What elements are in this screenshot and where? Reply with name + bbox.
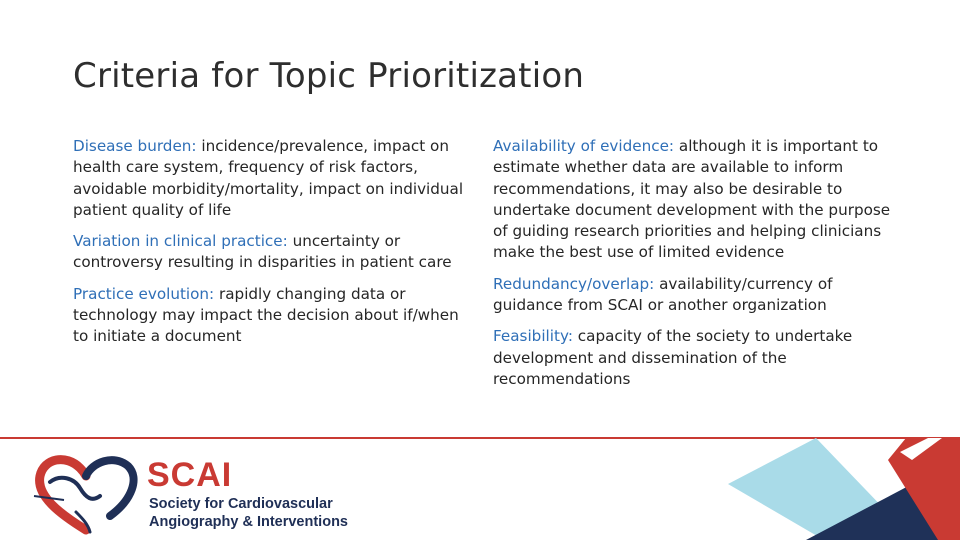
criterion-text: capacity of the society to undertake development and dissemination of the recommendations [493,327,853,388]
criterion-text: although it is important to estimate whether data are available to inform recommendations, it may also be desirable to undertake document development with the purpose of guiding research priorities and helping clinicians make the best use of limited evidence [493,137,891,262]
criterion-term: Feasibility: [493,327,573,346]
slide-title: Criteria for Topic Prioritization [73,56,585,96]
scai-logo [30,452,360,536]
logo-line-1: Society for Cardiovascular [149,496,333,512]
criterion-feasibility [493,326,893,390]
criterion-text: incidence/prevalence, impact on health care system, frequency of risk factors, avoidable morbidity/mortality, impact on individual patient quality of life [73,137,464,219]
criterion-term: Practice evolution: [73,284,215,303]
logo-line-2: Angiography & Interventions [149,514,348,530]
criterion-term: Disease burden: [73,137,197,155]
criterion-practice-evolution [73,284,473,348]
left-column [73,136,473,358]
heart-logo-icon [30,452,142,536]
criterion-text: availability/currency of guidance from SCAI or another organization [493,274,833,315]
criterion-text: rapidly changing data or technology may impact the decision about if/when to initiate a document [73,284,459,346]
criterion-term: Redundancy/overlap: [493,274,655,293]
criterion-redundancy [493,274,893,317]
criterion-text: uncertainty or controversy resulting in disparities in patient care [73,232,452,272]
criterion-availability [493,136,893,264]
criterion-variation [73,231,473,274]
corner-stripes-decoration [728,438,960,540]
criterion-term: Availability of evidence: [493,137,675,155]
logo-wordmark: SCAI [147,456,233,494]
right-column [493,136,893,400]
criterion-disease-burden [73,136,473,221]
criterion-term: Variation in clinical practice: [73,232,288,251]
